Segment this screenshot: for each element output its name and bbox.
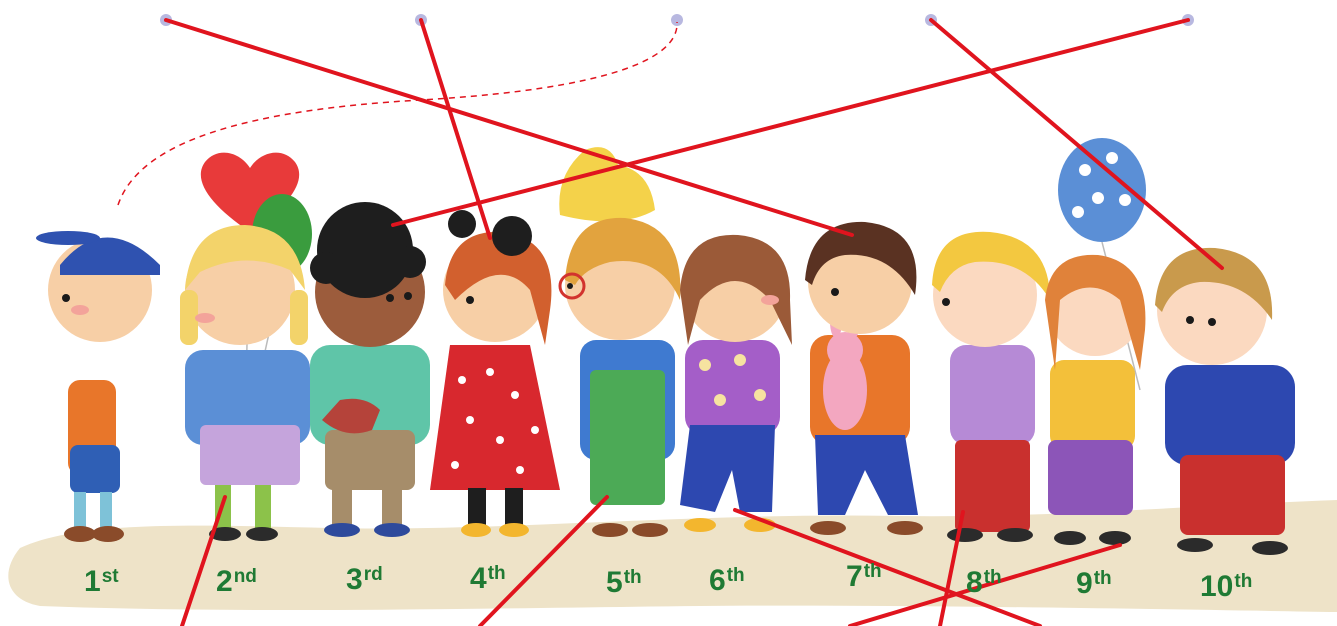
ordinal-number: 3 [346,563,363,596]
ordinal-label-1 [84,565,119,599]
ordinal-label-8 [966,566,1002,600]
child-8 [932,232,1050,542]
child-1 [36,231,160,542]
ordinal-number: 4 [470,562,487,595]
ground-strip [8,500,1337,612]
child-6 [680,235,792,532]
ordinal-suffix: th [623,567,642,588]
ordinal-label-5 [606,566,642,600]
ordinal-number: 5 [606,566,623,599]
ordinal-label-2 [216,565,257,599]
child-4 [430,210,560,537]
ordinal-label-4 [470,562,506,596]
ordinal-suffix: nd [233,566,257,587]
ordinal-label-6 [709,564,745,598]
ordinal-number: 1 [84,565,101,598]
child-9 [1045,138,1146,545]
ordinal-number: 7 [846,560,863,593]
ordinal-suffix: th [487,563,506,584]
child-5 [559,147,680,537]
ordinal-number: 9 [1076,567,1093,600]
child-7 [805,222,923,535]
child-2 [180,153,312,541]
ordinal-number: 2 [216,565,233,598]
ordinal-suffix: th [726,565,745,586]
dot-3 [671,14,683,26]
ordinal-suffix: th [863,561,882,582]
ordinal-label-3 [346,563,383,597]
ordinal-label-7 [846,560,882,594]
ordinal-suffix: th [1234,571,1253,592]
ordinal-suffix: rd [363,564,383,585]
ordinal-label-10 [1200,570,1252,604]
ordinal-suffix: th [1093,568,1112,589]
ordinal-number: 6 [709,564,726,597]
ordinal-number: 8 [966,566,983,599]
ordinal-label-9 [1076,567,1112,601]
ordinal-suffix: th [983,567,1002,588]
ordinal-suffix: st [101,566,119,587]
connector-dots [160,14,1194,26]
child-3 [310,202,430,537]
ordinal-number: 10 [1200,570,1234,603]
